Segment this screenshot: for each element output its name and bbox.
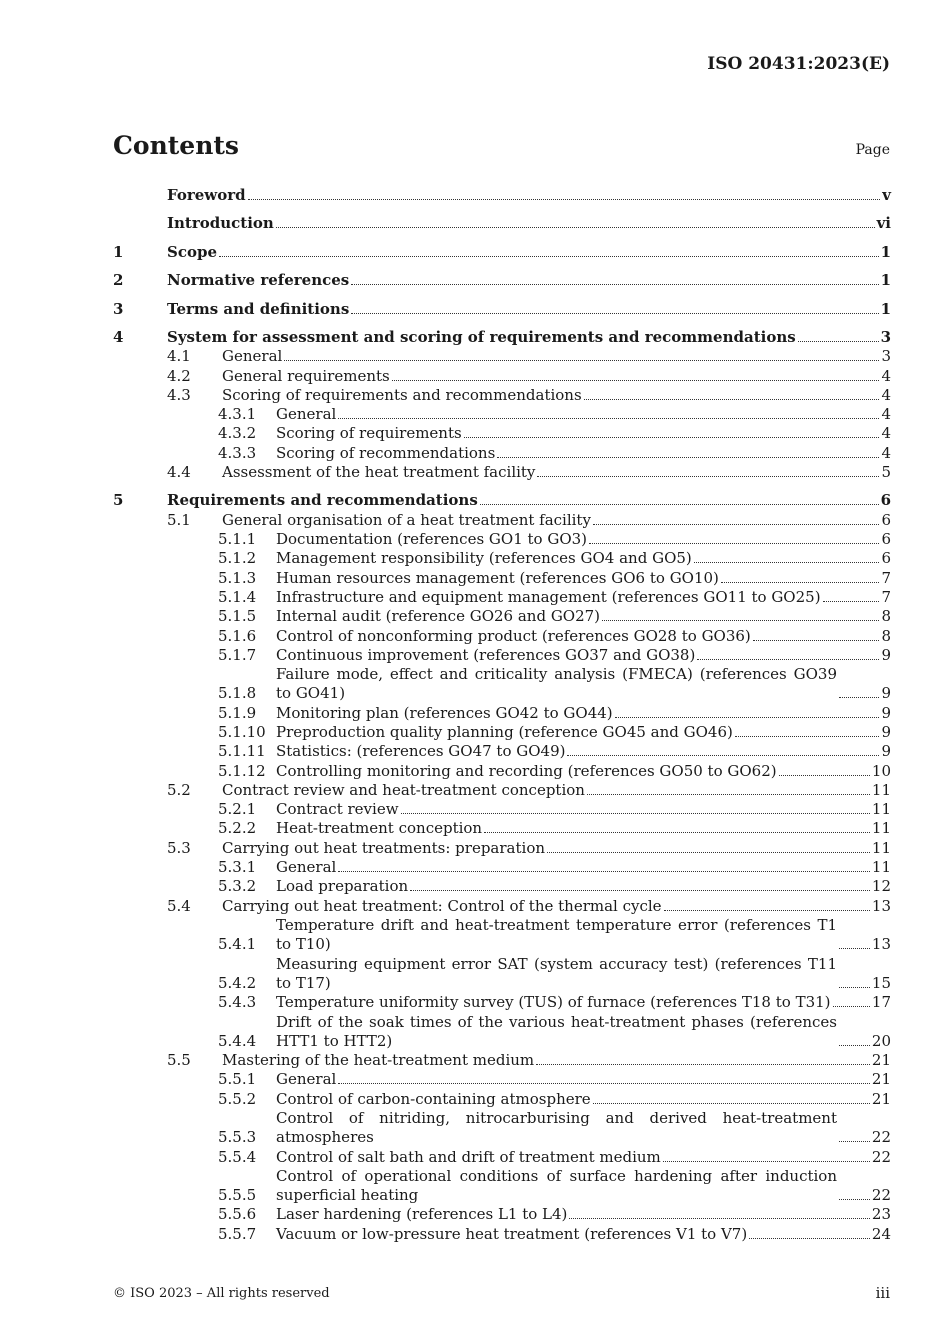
toc-entry[interactable]: [113, 1051, 891, 1070]
toc-entry-number: 5.3.2: [218, 877, 257, 896]
toc-entry[interactable]: [113, 665, 891, 704]
toc-entry-page: 11: [871, 838, 891, 857]
toc-entry-page: 9: [881, 684, 891, 703]
toc-dot-leader: [497, 457, 879, 458]
toc-dot-leader: [351, 284, 878, 285]
toc-entry[interactable]: [113, 1070, 891, 1089]
toc-entry-page: 22: [871, 1186, 891, 1205]
toc-dot-leader: [779, 775, 870, 776]
toc-dot-leader: [839, 948, 870, 949]
toc-entry-number: 5.1.3: [218, 568, 257, 587]
toc-entry[interactable]: [113, 510, 891, 529]
toc-entry-page: 9: [881, 703, 891, 722]
toc-dot-leader: [401, 813, 870, 814]
toc-entry-title: Requirements and recommendations: [167, 491, 478, 510]
toc-dot-leader: [694, 562, 880, 563]
toc-entry-page: 6: [880, 491, 891, 510]
toc-entry-number: 4.3.2: [218, 424, 257, 443]
toc-entry-title: Scoring of requirements and recommendations: [222, 385, 582, 404]
toc-entry-page: 9: [881, 742, 891, 761]
toc-entry[interactable]: [113, 781, 891, 800]
toc-entry-number: 4.3.1: [218, 405, 257, 424]
toc-entry[interactable]: [113, 443, 891, 462]
toc-entry-number: 5.1.4: [218, 587, 257, 606]
toc-entry-number: 5.3: [167, 838, 191, 857]
toc-entry-page: 3: [881, 347, 891, 366]
toc-entry-number: 4.4: [167, 463, 191, 482]
toc-dot-leader: [749, 1238, 870, 1239]
toc-entry-title: Load preparation: [276, 877, 409, 896]
toc-entry-title: Documentation (references GO1 to GO3): [276, 530, 588, 549]
toc-entry-number: 5.5.6: [218, 1205, 257, 1224]
toc-entry-page: 1: [880, 242, 891, 261]
toc-entry-page: 24: [871, 1224, 891, 1243]
toc-entry-number: 5.1: [167, 510, 191, 529]
page-title: Contents: [113, 131, 240, 160]
toc-entry-title: Introduction: [167, 214, 274, 233]
toc-entry-number: 4.3: [167, 385, 191, 404]
toc-entry[interactable]: [113, 858, 891, 877]
toc-entry[interactable]: [113, 838, 891, 857]
toc-entry-page: 11: [871, 780, 891, 799]
toc-entry-title: Scoring of recommendations: [276, 443, 496, 462]
toc-entry-page: 21: [871, 1089, 891, 1108]
toc-entry-page: 12: [871, 877, 891, 896]
toc-entry[interactable]: [113, 723, 891, 742]
toc-entry[interactable]: [113, 463, 891, 482]
toc-entry[interactable]: [113, 588, 891, 607]
toc-dot-leader: [464, 437, 880, 438]
toc-entry-number: 5: [113, 491, 124, 510]
toc-dot-leader: [392, 380, 880, 381]
toc-entry-number: 5.5.2: [218, 1089, 257, 1108]
toc-entry-title: General: [276, 405, 337, 424]
toc-entry-page: 8: [881, 607, 891, 626]
toc-entry-title: General: [276, 1070, 337, 1089]
toc-entry-page: 1: [880, 271, 891, 290]
toc-entry-page: 9: [881, 722, 891, 741]
toc-entry-page: 9: [881, 645, 891, 664]
toc-entry[interactable]: [113, 405, 891, 424]
toc-entry[interactable]: [113, 1089, 891, 1108]
toc-entry-number: 5.2.2: [218, 819, 257, 838]
page-number: iii: [875, 1284, 890, 1302]
toc-entry-title: Scoring of requirements: [276, 424, 462, 443]
toc-entry-number: 4.2: [167, 366, 191, 385]
toc-entry[interactable]: [113, 491, 891, 510]
toc-entry-page: 22: [871, 1147, 891, 1166]
toc-entry-title: Temperature drift and heat-treatment temperature error (references T1 to T10): [276, 916, 837, 954]
toc-dot-leader: [823, 601, 880, 602]
toc-entry-title: Control of operational conditions of surface hardening after induction superficial heating: [276, 1167, 837, 1205]
toc-entry-page: 13: [871, 896, 891, 915]
toc-entry[interactable]: [113, 703, 891, 722]
toc-entry-title: Scope: [167, 242, 218, 261]
toc-entry-page: 17: [871, 993, 891, 1012]
toc-entry-number: 5.1.1: [218, 530, 257, 549]
toc-dot-leader: [593, 1103, 870, 1104]
toc-entry-title: Infrastructure and equipment management (references GO11 to GO25): [276, 587, 821, 606]
toc-dot-leader: [569, 1218, 870, 1219]
toc-dot-leader: [480, 504, 879, 505]
toc-entry[interactable]: [113, 347, 891, 366]
toc-entry-page: 5: [881, 463, 891, 482]
toc-entry[interactable]: [113, 549, 891, 568]
toc-entry-title: Carrying out heat treatment: Control of the thermal cycle: [222, 896, 662, 915]
toc-entry-page: 4: [881, 424, 891, 443]
toc-dot-leader: [753, 640, 880, 641]
toc-entry-page: 11: [871, 858, 891, 877]
toc-entry-title: General organisation of a heat treatment facility: [222, 510, 591, 529]
toc-entry-number: 5.1.6: [218, 626, 257, 645]
toc-entry-title: Controlling monitoring and recording (references GO50 to GO62): [276, 761, 777, 780]
toc-entry-page: 23: [871, 1205, 891, 1224]
toc-entry[interactable]: [113, 328, 891, 347]
toc-entry-page: 10: [871, 761, 891, 780]
toc-dot-leader: [537, 476, 879, 477]
toc-dot-leader: [602, 620, 879, 621]
toc-dot-leader: [338, 418, 879, 419]
toc-entry-page: vi: [876, 214, 891, 233]
toc-entry[interactable]: [113, 993, 891, 1012]
toc-entry[interactable]: [113, 1205, 891, 1224]
toc-entry-page: 13: [871, 935, 891, 954]
toc-dot-leader: [536, 1064, 870, 1065]
toc-entry[interactable]: [113, 626, 891, 645]
toc-entry-title: Laser hardening (references L1 to L4): [276, 1205, 568, 1224]
toc-entry-title: Terms and definitions: [167, 299, 350, 318]
toc-entry-page: 8: [881, 626, 891, 645]
toc-entry-page: 21: [871, 1051, 891, 1070]
toc-entry-number: 5.4: [167, 896, 191, 915]
toc-entry[interactable]: [113, 1109, 891, 1148]
toc-entry-title: Internal audit (reference GO26 and GO27): [276, 607, 601, 626]
page-column-label: Page: [855, 142, 890, 158]
toc-entry-title: Mastering of the heat-treatment medium: [222, 1051, 535, 1070]
toc-entry-title: General: [276, 858, 337, 877]
toc-dot-leader: [484, 832, 870, 833]
toc-entry-title: Control of nitriding, nitrocarburising and derived heat-treatment atmospheres: [276, 1109, 837, 1147]
toc-entry-number: 5.1.5: [218, 607, 257, 626]
toc-entry-number: 5.2: [167, 780, 191, 799]
toc-dot-leader: [584, 399, 880, 400]
toc-entry-title: Contract review and heat-treatment conception: [222, 780, 585, 799]
toc-entry-page: 6: [881, 549, 891, 568]
toc-dot-leader: [839, 697, 879, 698]
toc-entry-number: 5.4.3: [218, 993, 257, 1012]
toc-entry[interactable]: [113, 214, 891, 233]
toc-entry-number: 4: [113, 327, 124, 346]
toc-entry[interactable]: [113, 1012, 891, 1051]
toc-dot-leader: [663, 1161, 870, 1162]
toc-entry[interactable]: [113, 1224, 891, 1243]
toc-entry-title: Control of carbon-containing atmosphere: [276, 1089, 591, 1108]
toc-entry-number: 5.4.1: [218, 935, 257, 954]
toc-entry-number: 5.5.5: [218, 1186, 257, 1205]
toc-entry-title: Heat-treatment conception: [276, 819, 483, 838]
toc-entry-title: Monitoring plan (references GO42 to GO44): [276, 703, 613, 722]
toc-entry-title: Failure mode, effect and criticality analysis (FMECA) (references GO39 to GO41): [276, 665, 837, 703]
toc-entry[interactable]: [113, 1167, 891, 1206]
toc-entry[interactable]: [113, 186, 891, 205]
toc-entry-number: 5.1.12: [218, 761, 266, 780]
document-id: ISO 20431:2023(E): [707, 54, 890, 74]
toc-entry-title: System for assessment and scoring of requirements and recommendations: [167, 327, 796, 346]
toc-entry[interactable]: [113, 800, 891, 819]
toc-entry[interactable]: [113, 271, 891, 290]
toc-entry-title: Assessment of the heat treatment facility: [222, 463, 536, 482]
toc-entry-title: Control of nonconforming product (references GO28 to GO36): [276, 626, 751, 645]
toc-entry-page: 4: [881, 366, 891, 385]
table-of-contents: [113, 186, 891, 1244]
toc-entry[interactable]: [113, 568, 891, 587]
toc-dot-leader: [798, 341, 879, 342]
toc-entry[interactable]: [113, 530, 891, 549]
toc-entry[interactable]: [113, 366, 891, 385]
toc-entry-number: 5.1.11: [218, 742, 266, 761]
toc-entry[interactable]: [113, 761, 891, 780]
toc-dot-leader: [589, 543, 879, 544]
copyright-footer: © ISO 2023 – All rights reserved: [113, 1286, 330, 1301]
toc-entry-page: 1: [880, 299, 891, 318]
toc-entry-title: Temperature uniformity survey (TUS) of furnace (references T18 to T31): [276, 993, 831, 1012]
toc-dot-leader: [615, 717, 880, 718]
toc-dot-leader: [587, 794, 870, 795]
toc-entry-number: 5.5: [167, 1051, 191, 1070]
toc-entry-page: 6: [881, 530, 891, 549]
toc-dot-leader: [833, 1006, 870, 1007]
toc-entry-title: Measuring equipment error SAT (system accuracy test) (references T11 to T17): [276, 954, 837, 992]
toc-entry-number: 5.3.1: [218, 858, 257, 877]
toc-entry-number: 5.5.4: [218, 1147, 257, 1166]
toc-entry-page: 7: [881, 568, 891, 587]
toc-entry-number: 5.5.7: [218, 1224, 257, 1243]
toc-entry[interactable]: [113, 1147, 891, 1166]
toc-entry-number: 4.1: [167, 347, 191, 366]
toc-entry[interactable]: [113, 386, 891, 405]
toc-entry-page: 22: [871, 1128, 891, 1147]
toc-entry-title: Continuous improvement (references GO37 and GO38): [276, 645, 696, 664]
toc-entry-number: 3: [113, 299, 124, 318]
toc-entry-number: 1: [113, 242, 124, 261]
toc-entry-number: 5.4.2: [218, 973, 257, 992]
toc-entry[interactable]: [113, 424, 891, 443]
toc-entry-number: 5.1.8: [218, 684, 257, 703]
toc-dot-leader: [839, 1199, 870, 1200]
toc-entry[interactable]: [113, 243, 891, 262]
toc-dot-leader: [839, 1141, 870, 1142]
toc-entry-title: Drift of the soak times of the various heat-treatment phases (references HTT1 to HTT2): [276, 1012, 837, 1050]
toc-entry-number: 5.2.1: [218, 800, 257, 819]
toc-dot-leader: [697, 659, 879, 660]
toc-entry-number: 2: [113, 271, 124, 290]
toc-entry[interactable]: [113, 742, 891, 761]
toc-entry-title: General requirements: [222, 366, 390, 385]
toc-entry[interactable]: [113, 896, 891, 915]
toc-entry-page: 11: [871, 819, 891, 838]
toc-entry-title: Preproduction quality planning (reference GO45 and GO46): [276, 722, 733, 741]
toc-entry-page: 4: [881, 405, 891, 424]
toc-entry-title: Vacuum or low-pressure heat treatment (references V1 to V7): [276, 1224, 748, 1243]
toc-entry-page: 3: [880, 327, 891, 346]
toc-dot-leader: [547, 852, 870, 853]
toc-entry-title: General: [222, 347, 283, 366]
toc-entry[interactable]: [113, 819, 891, 838]
toc-entry-title: Foreword: [167, 186, 246, 204]
toc-entry[interactable]: [113, 916, 891, 955]
toc-entry-page: 4: [881, 385, 891, 404]
toc-dot-leader: [351, 313, 878, 314]
toc-entry-page: 7: [881, 587, 891, 606]
toc-entry-title: Management responsibility (references GO4 and GO5): [276, 549, 692, 568]
toc-entry[interactable]: [113, 954, 891, 993]
toc-entry-number: 5.5.1: [218, 1070, 257, 1089]
toc-entry-number: 5.4.4: [218, 1031, 257, 1050]
toc-dot-leader: [248, 199, 881, 200]
toc-dot-leader: [735, 736, 880, 737]
toc-entry-number: 5.1.7: [218, 645, 257, 664]
toc-dot-leader: [338, 871, 870, 872]
toc-entry[interactable]: [113, 646, 891, 665]
toc-entry-number: 5.5.3: [218, 1128, 257, 1147]
toc-dot-leader: [839, 1045, 870, 1046]
toc-entry-number: 5.1.9: [218, 703, 257, 722]
toc-entry-title: Control of salt bath and drift of treatment medium: [276, 1147, 661, 1166]
toc-entry[interactable]: [113, 877, 891, 896]
toc-entry-page: 11: [871, 800, 891, 819]
toc-entry-page: 21: [871, 1070, 891, 1089]
toc-dot-leader: [721, 582, 880, 583]
toc-dot-leader: [276, 227, 875, 228]
toc-dot-leader: [284, 360, 879, 361]
toc-entry-page: 4: [881, 443, 891, 462]
toc-entry[interactable]: [113, 300, 891, 319]
toc-entry-title: Normative references: [167, 271, 350, 290]
toc-dot-leader: [338, 1083, 870, 1084]
toc-entry-page: 20: [871, 1031, 891, 1050]
toc-dot-leader: [567, 755, 879, 756]
toc-entry-title: Carrying out heat treatments: preparation: [222, 838, 546, 857]
toc-entry[interactable]: [113, 607, 891, 626]
toc-dot-leader: [410, 890, 870, 891]
toc-entry-number: 5.1.10: [218, 722, 266, 741]
toc-entry-number: 5.1.2: [218, 549, 257, 568]
toc-entry-page: v: [882, 186, 891, 204]
toc-dot-leader: [839, 987, 870, 988]
toc-dot-leader: [593, 524, 880, 525]
toc-dot-leader: [664, 910, 870, 911]
toc-entry-title: Statistics: (references GO47 to GO49): [276, 742, 566, 761]
toc-entry-number: 4.3.3: [218, 443, 257, 462]
toc-entry-page: 6: [881, 510, 891, 529]
toc-entry-page: 15: [871, 973, 891, 992]
toc-entry-title: Human resources management (references GO6 to GO10): [276, 568, 719, 587]
toc-dot-leader: [219, 256, 879, 257]
toc-entry-title: Contract review: [276, 800, 399, 819]
